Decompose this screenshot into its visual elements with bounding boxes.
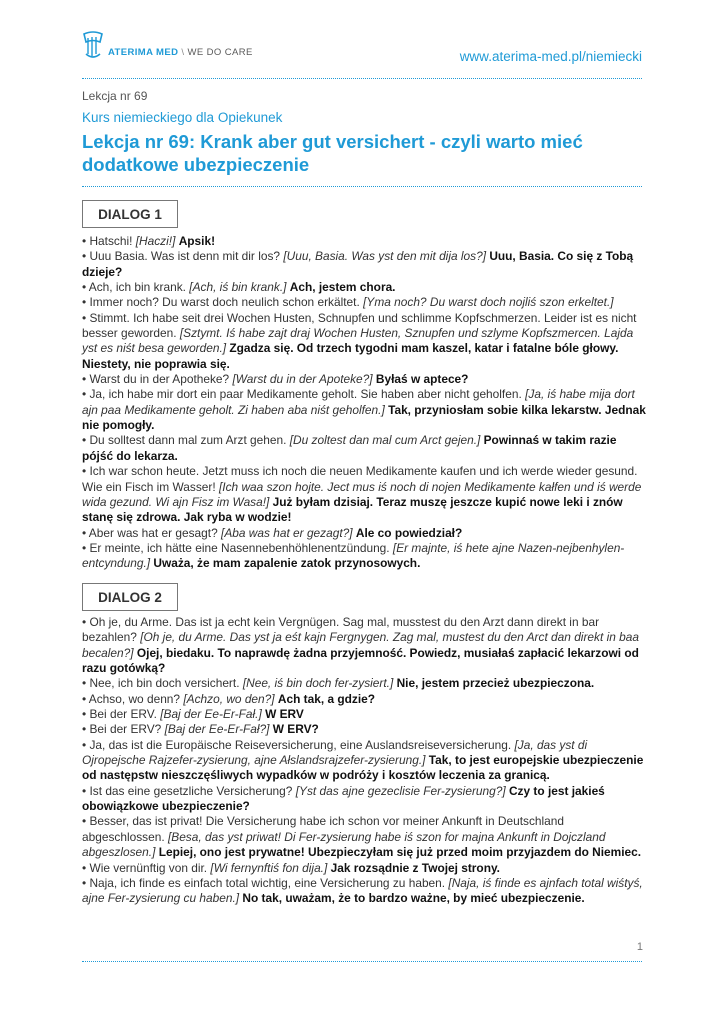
phonetic-text: [Uuu, Basia. Was yst den mit dija los?]	[283, 249, 486, 264]
polish-text: Czy to jest jakieś obowiązkowe ubezpieczenie?	[82, 783, 605, 814]
dialog-line	[82, 280, 646, 295]
dialog-line	[82, 433, 646, 464]
german-text: • Ist das eine gesetzliche Versicherung?	[82, 783, 293, 798]
dialog-2-text	[82, 615, 646, 907]
phonetic-text: [Er majnte, iś hete ajne Nazen-nejbenhylen-entcyndung.]	[82, 540, 625, 571]
polish-text: Uuu, Basia. Co się z Tobą dzieje?	[82, 249, 634, 279]
phonetic-text: [Ja, das yst di Ojropejsche Rajzefer-zysierung, ajne Ałslandsrajzefer-zysierung.]	[82, 737, 588, 768]
polish-text: W ERV?	[272, 722, 319, 737]
dialog-line	[82, 692, 646, 707]
phonetic-text: [Besa, das yst priwat! Di Fer-zysierung habe iś szon for majna Ankunft in Dojczland abgeszlosen.]	[82, 829, 606, 860]
logo-tagline: WE DO CARE	[187, 46, 253, 58]
phonetic-text: [Wi fernynftiś fon dija.]	[210, 860, 328, 875]
dialog-line	[82, 615, 646, 676]
logo[interactable]	[82, 30, 253, 60]
german-text: • Oh je, du Arme. Das ist ja echt kein Vergnügen. Sag mal, musstest du den Arzt dann direkt in bar bezahlen?	[82, 615, 600, 645]
polish-text: W ERV	[265, 707, 304, 722]
german-text: • Achso, wo denn?	[82, 691, 181, 706]
polish-text: Jak rozsądnie z Twojej strony.	[330, 860, 500, 875]
german-text: • Stimmt. Ich habe seit drei Wochen Husten, Schnupfen und schlimme Kopfschmerzen. Leider ist es nicht besser geworden.	[82, 310, 637, 341]
german-text: • Er meinte, ich hätte eine Nasennebenhöhlenentzündung.	[82, 540, 390, 555]
phonetic-text: [Yst das ajne gezeclisie Fer-zysierung?]	[295, 783, 506, 798]
dialog-line	[82, 372, 646, 387]
german-text: • Wie vernünftig von dir.	[82, 860, 208, 875]
polish-text: Nie, jestem przecież ubezpieczona.	[396, 676, 595, 691]
phonetic-text: [Sztymt. Iś habe zajt draj Wochen Husten, Sznupfen und szlyme Kopfszmercen. Lajda yst es niśt besa geworden.]	[82, 326, 634, 356]
dialog-line	[82, 311, 646, 372]
lesson-label: Lekcja nr 69	[82, 89, 148, 103]
german-text: • Hatschi!	[82, 234, 133, 248]
dialog-line	[82, 464, 646, 525]
dialog-line	[82, 387, 646, 433]
dialog-line	[82, 876, 646, 907]
phonetic-text: [Nee, iś bin doch fer-zysiert.]	[242, 676, 394, 691]
polish-text: Tak, przyniosłam sobie kilka lekarstw. Jednak nie pomogły.	[82, 402, 646, 433]
german-text: • Du solltest dann mal zum Arzt gehen.	[82, 433, 287, 448]
german-text: • Bei der ERV.	[82, 707, 157, 722]
footer-divider	[82, 961, 642, 962]
page-header	[82, 30, 642, 70]
phonetic-text: [Ach, iś bin krank.]	[189, 280, 287, 295]
phonetic-text: [Naja, iś finde es ajnfach total wiśtyś, ajne Fer-zysierung cu haben.]	[82, 875, 643, 906]
dialog-1-text	[82, 234, 646, 572]
dialog-line	[82, 722, 646, 737]
logo-separator: \	[181, 46, 185, 58]
phonetic-text: [Du zoltest dan mal cum Arct gejen.]	[289, 433, 481, 448]
logo-wordmark	[108, 47, 253, 58]
polish-text: Uważa, że mam zapalenie zatok przynosowych.	[153, 556, 421, 571]
german-text: • Ja, ich habe mir dort ein paar Medikamente geholt. Sie haben aber nicht geholfen.	[82, 387, 522, 402]
dialog-line	[82, 738, 646, 784]
polish-text: Apsik!	[178, 234, 216, 248]
phonetic-text: [Ja, iś habe mija dort ajn paa Medikamente geholt. Zi haben aba niśt geholfen.]	[82, 387, 635, 417]
phonetic-text: [Ich waa szon hojte. Ject mus iś noch di nojen Medikamente kałfen und iś werde wida gezund. Wi ajn Fisz im Wasa!]	[82, 479, 642, 509]
dialog-line	[82, 861, 646, 876]
german-text: • Bei der ERV?	[82, 722, 162, 737]
dialog-line	[82, 784, 646, 815]
dialog-line	[82, 295, 646, 310]
phonetic-text: [Yma noch? Du warst doch nojliś szon erkeltet.]	[363, 295, 614, 310]
polish-text: Już byłam dzisiaj. Teraz muszę jeszcze kupić nowe leki i znów stanę się zdrowa. Jak ryba w wodzie!	[82, 494, 623, 525]
dialog-1-heading: DIALOG 1	[82, 200, 178, 228]
title-divider	[82, 186, 642, 187]
german-text: • Uuu Basia. Was ist denn mit dir los?	[82, 249, 281, 264]
site-url-link[interactable]: www.aterima-med.pl/niemiecki	[459, 49, 642, 64]
dialog-line	[82, 526, 646, 541]
german-text: • Ach, ich bin krank.	[82, 280, 186, 295]
phonetic-text: [Oh je, du Arme. Das yst ja eśt kajn Fergnygen. Zag mal, mustest du den Arct dan direkt in baa becalen?]	[82, 630, 639, 660]
polish-text: Powinnaś w takim razie pójść do lekarza.	[82, 433, 617, 463]
german-text: • Ich war schon heute. Jetzt muss ich noch die neuen Medikamente kaufen und ich werde wieder gesund. Wie ein Fisch im Wasser!	[82, 464, 638, 494]
phonetic-text: [Haczi!]	[135, 234, 176, 248]
dialog-line	[82, 234, 646, 249]
polish-text: Lepiej, ono jest prywatne! Ubezpieczyłam się już przed moim przyjazdem do Niemiec.	[158, 845, 642, 860]
polish-text: Tak, to jest europejskie ubezpieczenie od następstw nieszczęśliwych wypadków w podróży i kosztów leczenia za granicą.	[82, 753, 644, 783]
german-text: • Warst du in der Apotheke?	[82, 372, 230, 387]
phonetic-text: [Baj der Ee-Er-Fał?]	[164, 722, 270, 737]
dialog-line	[82, 541, 646, 572]
logo-icon	[82, 30, 104, 60]
dialog-line	[82, 707, 646, 722]
dialog-line	[82, 676, 646, 691]
page-title: Lekcja nr 69: Krank aber gut versichert - czyli warto mieć dodatkowe ubezpieczenie	[82, 131, 583, 175]
polish-text: No tak, uważam, że to bardzo ważne, by mieć ubezpieczenie.	[242, 891, 585, 906]
german-text: • Naja, ich finde es einfach total wichtig, eine Versicherung zu haben.	[82, 875, 446, 890]
polish-text: Ach, jestem chora.	[289, 280, 396, 295]
polish-text: Byłaś w aptece?	[375, 372, 469, 387]
german-text: • Nee, ich bin doch versichert.	[82, 676, 240, 691]
header-divider	[82, 78, 642, 79]
phonetic-text: [Achzo, wo den?]	[183, 691, 275, 706]
logo-brand: ATERIMA MED	[108, 46, 179, 58]
polish-text: Ach tak, a gdzie?	[277, 691, 376, 706]
polish-text: Ojej, biedaku. To naprawdę żadna przyjemność. Powiedz, musiałaś zapłacić lekarzowi od razu gotówką?	[82, 645, 639, 676]
dialog-line	[82, 249, 646, 280]
phonetic-text: [Aba was hat er gezagt?]	[221, 525, 353, 540]
dialog-line	[82, 814, 646, 860]
polish-text: Ale co powiedział?	[355, 525, 463, 540]
german-text: • Aber was hat er gesagt?	[82, 525, 218, 540]
german-text: • Besser, das ist privat! Die Versicherung habe ich schon vor meiner Ankunft in Deutschland abgeschlossen.	[82, 814, 565, 844]
german-text: • Ja, das ist die Europäische Reiseversicherung, eine Auslandsreiseversicherung.	[82, 737, 512, 752]
dialog-2-heading: DIALOG 2	[82, 583, 178, 611]
course-name: Kurs niemieckiego dla Opiekunek	[82, 110, 283, 125]
german-text: • Immer noch? Du warst doch neulich schon erkältet.	[82, 295, 360, 310]
polish-text: Zgadza się. Od trzech tygodni mam kaszel, katar i fatalne bóle głowy. Niestety, nie poprawia się.	[82, 341, 619, 371]
phonetic-text: [Warst du in der Apoteke?]	[232, 372, 373, 387]
phonetic-text: [Baj der Ee-Er-Fał.]	[160, 707, 262, 722]
page-number: 1	[636, 941, 643, 953]
